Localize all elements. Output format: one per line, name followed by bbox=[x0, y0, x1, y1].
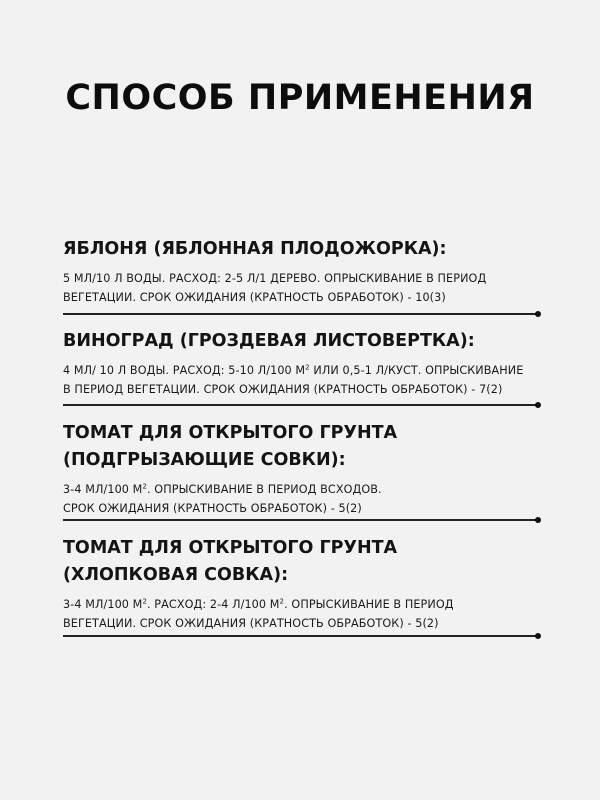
body-line: ВЕГЕТАЦИИ. СРОК ОЖИДАНИЯ (КРАТНОСТЬ ОБРАБОТОК) - 5(2) bbox=[63, 617, 439, 630]
section-body bbox=[63, 595, 541, 633]
section-grape bbox=[63, 328, 541, 399]
body-text: 4 МЛ/ 10 Л ВОДЫ. РАСХОД: 5-10 Л/100 М bbox=[63, 364, 306, 377]
section-body bbox=[63, 361, 541, 399]
section-tomato-cutworms bbox=[63, 420, 541, 518]
section-apple bbox=[63, 236, 541, 307]
heading-line: ВИНОГРАД (ГРОЗДЕВАЯ ЛИСТОВЕРТКА): bbox=[63, 331, 475, 351]
body-text: . ОПРЫСКИВАНИЕ В ПЕРИОД bbox=[284, 598, 454, 611]
divider-dot bbox=[535, 633, 541, 639]
body-line: 5 МЛ/10 Л ВОДЫ. РАСХОД: 2-5 Л/1 ДЕРЕВО. ОПРЫСКИВАНИЕ В ПЕРИОД bbox=[63, 272, 487, 285]
section-body bbox=[63, 269, 541, 307]
heading-line: ЯБЛОНЯ (ЯБЛОННАЯ ПЛОДОЖОРКА): bbox=[63, 239, 447, 259]
section-divider bbox=[63, 519, 537, 521]
heading-line: (ХЛОПКОВАЯ СОВКА): bbox=[63, 565, 289, 585]
heading-line: (ПОДГРЫЗАЮЩИЕ СОВКИ): bbox=[63, 450, 346, 470]
section-heading bbox=[63, 236, 541, 263]
body-line: СРОК ОЖИДАНИЯ (КРАТНОСТЬ ОБРАБОТОК) - 5(2) bbox=[63, 502, 362, 515]
section-divider bbox=[63, 635, 537, 637]
divider-dot bbox=[535, 517, 541, 523]
body-text: ИЛИ 0,5-1 Л/КУСТ. ОПРЫСКИВАНИЕ bbox=[309, 364, 524, 377]
page-title: СПОСОБ ПРИМЕНЕНИЯ bbox=[65, 78, 535, 118]
section-divider bbox=[63, 404, 537, 406]
body-text: . ОПРЫСКИВАНИЕ В ПЕРИОД ВСХОДОВ. bbox=[147, 483, 382, 496]
superscript: 2 bbox=[142, 597, 147, 606]
divider-dot bbox=[535, 311, 541, 317]
body-line bbox=[63, 361, 541, 380]
superscript: 2 bbox=[279, 597, 285, 606]
superscript: 2 bbox=[305, 363, 310, 372]
superscript: 2 bbox=[142, 482, 147, 491]
heading-line: ТОМАТ ДЛЯ ОТКРЫТОГО ГРУНТА bbox=[63, 423, 398, 443]
section-divider bbox=[63, 313, 537, 315]
body-text: 3-4 МЛ/100 М bbox=[63, 483, 143, 496]
body-line: ВЕГЕТАЦИИ. СРОК ОЖИДАНИЯ (КРАТНОСТЬ ОБРАБОТОК) - 10(3) bbox=[63, 291, 446, 304]
divider-dot bbox=[535, 402, 541, 408]
section-heading bbox=[63, 420, 541, 474]
body-text: 3-4 МЛ/100 М bbox=[63, 598, 143, 611]
body-line bbox=[63, 480, 541, 499]
section-tomato-cotton-bollworm bbox=[63, 535, 541, 633]
body-line: В ПЕРИОД ВЕГЕТАЦИИ. СРОК ОЖИДАНИЯ (КРАТНОСТЬ ОБРАБОТОК) - 7(2) bbox=[63, 383, 503, 396]
section-body bbox=[63, 480, 541, 518]
heading-line: ТОМАТ ДЛЯ ОТКРЫТОГО ГРУНТА bbox=[63, 538, 398, 558]
body-line bbox=[63, 595, 541, 614]
body-text: . РАСХОД: 2-4 Л/100 М bbox=[147, 598, 280, 611]
section-heading bbox=[63, 535, 541, 589]
section-heading bbox=[63, 328, 541, 355]
